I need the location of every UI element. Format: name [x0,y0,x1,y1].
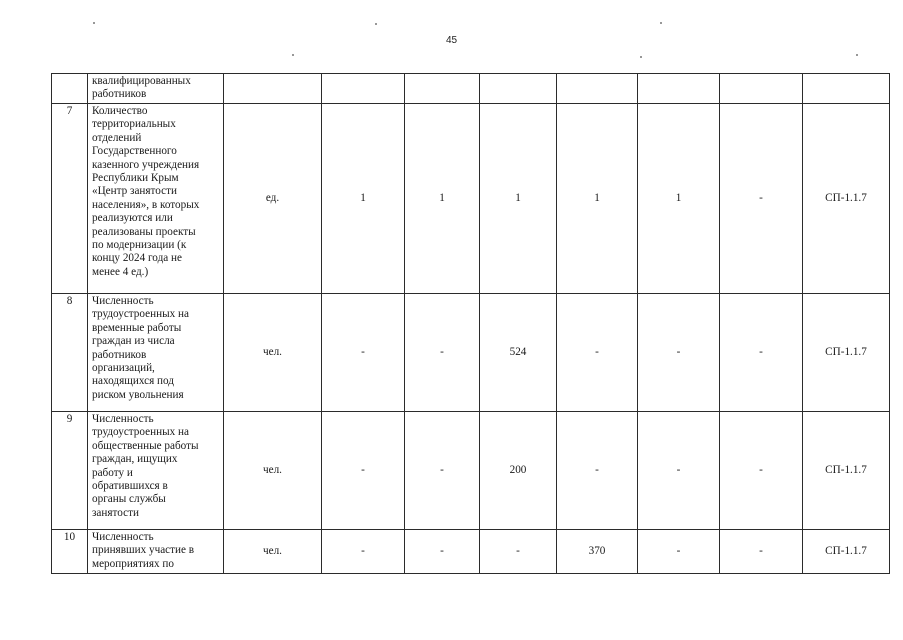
indicator-name-cell: Численность трудоустроенных на общественные работы граждан, ищущих работу и обратившихся в органы службы занятости [88,412,224,530]
table-row [52,530,890,574]
value-cell [480,74,557,104]
row-number-cell: 7 [52,104,88,294]
value-cell: - [638,412,720,530]
unit-cell: чел. [224,530,322,574]
reference-cell: СП-1.1.7 [803,294,890,412]
unit-cell: чел. [224,294,322,412]
value-cell: - [322,530,405,574]
value-cell: - [720,530,803,574]
table-row [52,412,890,530]
value-cell: 1 [638,104,720,294]
value-cell [557,74,638,104]
indicators-table [51,73,890,574]
scan-speck [660,22,662,24]
indicator-name-cell: Численность принявших участие в мероприятиях по [88,530,224,574]
value-cell: - [720,412,803,530]
row-number-cell: 8 [52,294,88,412]
unit-cell: чел. [224,412,322,530]
value-cell: 524 [480,294,557,412]
indicator-name-cell: Численность трудоустроенных на временные работы граждан из числа работников организаций, находящихся под риском увольнения [88,294,224,412]
value-cell: 1 [480,104,557,294]
value-cell: 1 [322,104,405,294]
table-row [52,294,890,412]
value-cell [720,74,803,104]
value-cell: - [322,412,405,530]
table-row [52,74,890,104]
table-row [52,104,890,294]
row-number-cell: 9 [52,412,88,530]
reference-cell: СП-1.1.7 [803,530,890,574]
value-cell: - [405,530,480,574]
page-number: 45 [445,35,458,46]
value-cell: - [638,294,720,412]
reference-cell: СП-1.1.7 [803,412,890,530]
value-cell: 370 [557,530,638,574]
value-cell: 1 [557,104,638,294]
scan-speck [93,22,95,24]
reference-cell [803,74,890,104]
value-cell: - [557,294,638,412]
unit-cell [224,74,322,104]
value-cell: - [720,104,803,294]
reference-cell: СП-1.1.7 [803,104,890,294]
indicator-name-cell: квалифицированных работников [88,74,224,104]
scan-speck [640,56,642,58]
value-cell: - [557,412,638,530]
value-cell: - [322,294,405,412]
value-cell [322,74,405,104]
scan-speck [856,54,858,56]
row-number-cell: 10 [52,530,88,574]
value-cell [638,74,720,104]
indicator-name-cell: Количество территориальных отделений Государственного казенного учреждения Республики Крым «Центр занятости населения», в которых реализуются или реализованы проекты по модернизации (к концу 2024 года не менее 4 ед.) [88,104,224,294]
scan-speck [375,23,377,25]
scan-speck [292,54,294,56]
value-cell: 1 [405,104,480,294]
value-cell: 200 [480,412,557,530]
unit-cell: ед. [224,104,322,294]
value-cell: - [720,294,803,412]
row-number-cell [52,74,88,104]
value-cell [405,74,480,104]
value-cell: - [405,412,480,530]
value-cell: - [638,530,720,574]
value-cell: - [480,530,557,574]
value-cell: - [405,294,480,412]
